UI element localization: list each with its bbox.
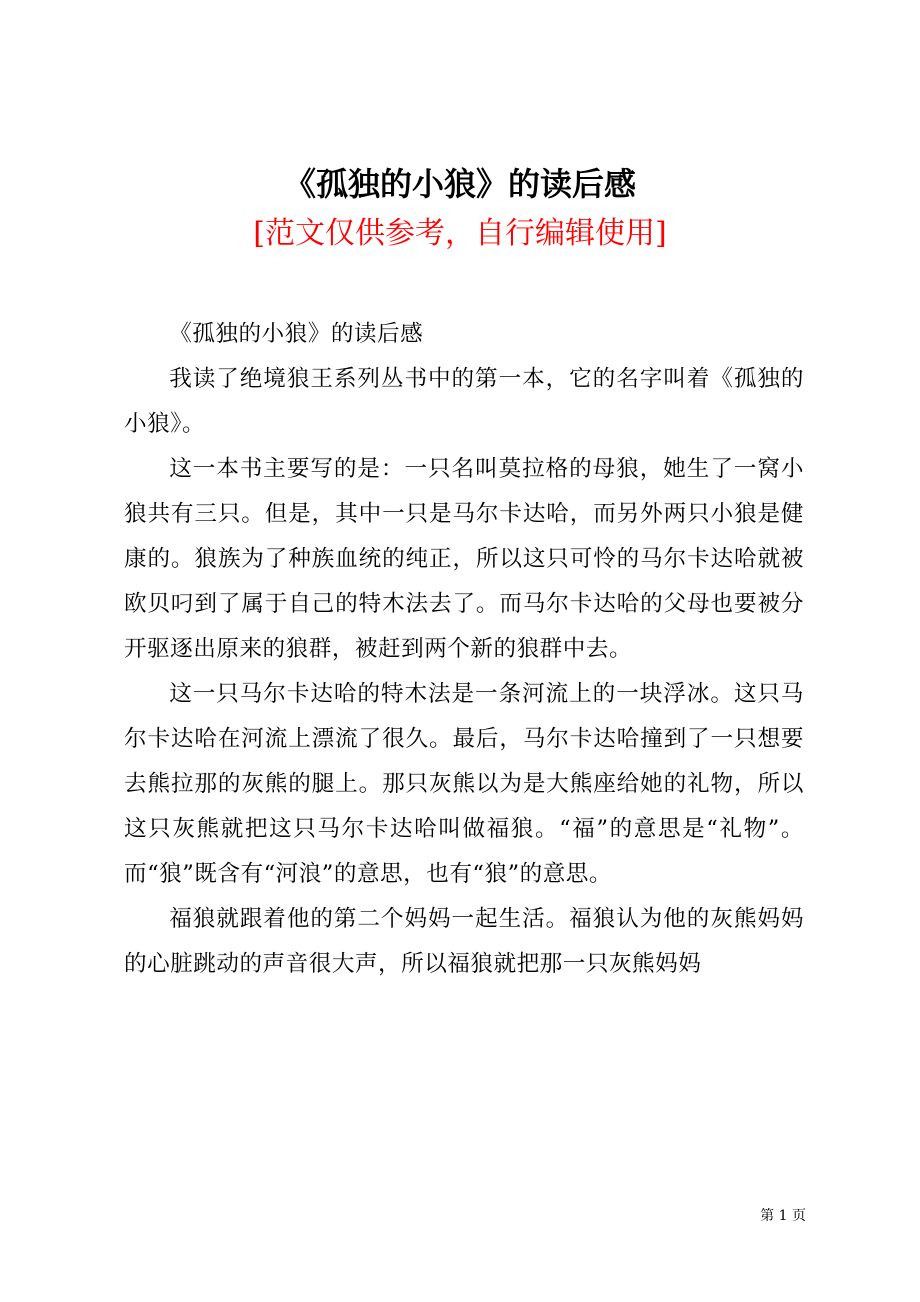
paragraph: 福狼就跟着他的第二个妈妈一起生活。福狼认为他的灰熊妈妈的心脏跳动的声音很大声，所以福狼就把那一只灰熊妈妈 <box>124 906 804 977</box>
document-title: 《孤独的小狼》的读后感 <box>283 165 636 203</box>
page-number: 1 <box>778 1208 788 1224</box>
page-suffix: 页 <box>792 1208 806 1224</box>
paragraph: 这一本书主要写的是：一只名叫莫拉格的母狼，她生了一窝小狼共有三只。但是，其中一只是马尔卡达哈，而另外两只小狼是健康的。狼族为了种族血统的纯正，所以这只可怜的马尔卡达哈就被欧贝叼到了属于自己的特木法去了。而马尔卡达哈的父母也要被分开驱逐出原来的狼群，被赶到两个新的狼群中去。 <box>124 456 804 662</box>
paragraph: 这一只马尔卡达哈的特木法是一条河流上的一块浮冰。这只马尔卡达哈在河流上漂流了很久。最后，马尔卡达哈撞到了一只想要去熊拉那的灰熊的腿上。那只灰熊以为是大熊座给她的礼物，所以这只灰熊就把这只马尔卡达哈叫做福狼。“福”的意思是“礼物”。而“狼”既含有“河浪”的意思，也有“狼”的意思。 <box>124 681 804 887</box>
paragraph: 我读了绝境狼王系列丛书中的第一本，它的名字叫着《孤独的小狼》。 <box>124 366 804 437</box>
document-subtitle: [范文仅供参考，自行编辑使用] <box>253 216 667 251</box>
paragraph-heading: 《孤独的小狼》的读后感 <box>169 321 424 347</box>
document-body <box>124 312 804 987</box>
page-number-footer <box>720 1206 806 1226</box>
page-prefix: 第 <box>760 1208 775 1224</box>
